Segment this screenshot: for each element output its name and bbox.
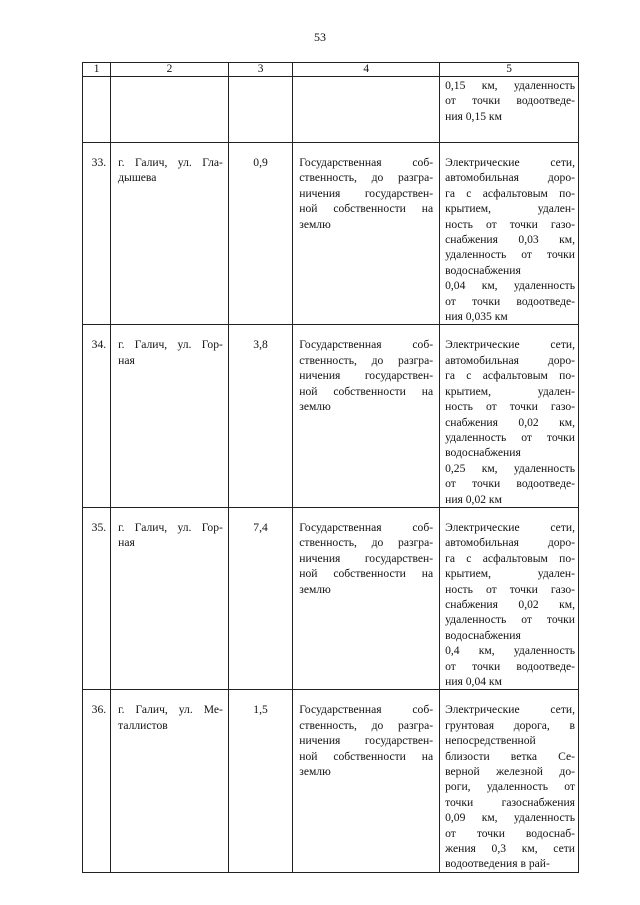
cell-text-line: ничения государствен- <box>299 551 434 565</box>
cell-text-line: водоснабжения <box>445 628 521 642</box>
cell-text-line: от точки водоотведе- <box>445 94 575 108</box>
cell-text-line: крытием, удален- <box>445 202 575 216</box>
cell-text-line: га с асфальтовым по- <box>445 369 575 383</box>
cell-area <box>228 77 292 143</box>
cell-text-line: верной железной до- <box>445 765 575 779</box>
cell-text-line: ничения государствен- <box>299 734 434 748</box>
cell-text-line: 0,09 км, удаленность <box>445 811 575 825</box>
cell-infrastructure <box>440 690 579 872</box>
cell-text-line: грунтовая дорога, в <box>445 718 575 732</box>
cell-area: 3,8 <box>228 325 292 507</box>
cell-text-line: 0,15 км, удаленность <box>445 79 575 92</box>
cell-text-line: 0,25 км, удаленность <box>445 461 575 475</box>
cell-text-line: водоотведения в рай- <box>445 857 550 871</box>
cell-text-line: ственность, до разгра- <box>299 353 434 367</box>
cell-text-line: г. Галич, ул. Гла- <box>118 156 223 169</box>
cell-infrastructure <box>440 143 579 325</box>
cell-text-line: Государственная соб- <box>299 520 434 534</box>
cell-text-line: непосредственной <box>445 734 536 748</box>
cell-text-line: землю <box>299 582 331 596</box>
cell-text-line: ность от точки газо- <box>445 582 575 596</box>
cell-text-line: водоснабжения <box>445 263 521 277</box>
cell-text-line: снабжения 0,02 км, <box>445 597 575 611</box>
cell-text-line: ной собственности на <box>299 384 434 398</box>
cell-text-line: землю <box>299 400 331 414</box>
header-col-4: 4 <box>293 63 440 77</box>
cell-address <box>111 325 229 507</box>
cell-infrastructure <box>440 325 579 507</box>
cell-text-line: ния 0,035 км <box>445 310 508 324</box>
cell-area: 1,5 <box>228 690 292 872</box>
cell-text-line: автомобильная доро- <box>445 353 575 367</box>
cell-owner <box>293 143 440 325</box>
cell-text-line: роги, удаленность от <box>445 780 575 794</box>
cell-owner <box>293 690 440 872</box>
cell-text-line: га с асфальтовым по- <box>445 551 575 565</box>
cell-owner <box>293 507 440 689</box>
cell-text-line: землю <box>299 765 331 779</box>
cell-num: 34. <box>83 325 111 507</box>
cell-text-line: крытием, удален- <box>445 567 575 581</box>
header-col-2: 2 <box>111 63 229 77</box>
cell-text-line: от точки водоотведе- <box>445 294 575 308</box>
cell-text-line: автомобильная доро- <box>445 171 575 185</box>
cell-text-line: точки газоснабжения <box>445 795 575 809</box>
cell-text-line: ной собственности на <box>299 202 434 216</box>
cell-text-line: дышева <box>118 171 157 185</box>
cell-text-line: ственность, до разгра- <box>299 171 434 185</box>
table-row <box>83 143 579 325</box>
cell-text-line: от точки водоотведе- <box>445 659 575 673</box>
cell-infrastructure <box>440 507 579 689</box>
cell-text-line: ной собственности на <box>299 749 434 763</box>
cell-text-line: ственность, до разгра- <box>299 718 434 732</box>
cell-text-line: от точки водоотведе- <box>445 477 575 491</box>
cell-text-line: ной собственности на <box>299 567 434 581</box>
cell-infrastructure <box>440 77 579 143</box>
table-row <box>83 507 579 689</box>
cell-owner <box>293 325 440 507</box>
land-plots-table <box>82 62 579 873</box>
cell-text-line: удаленность от точки <box>445 248 575 262</box>
cell-text-line: водоснабжения <box>445 446 521 460</box>
continuation-row <box>83 77 579 143</box>
cell-owner <box>293 77 440 143</box>
cell-text-line: жения 0,3 км, сети <box>445 842 575 856</box>
cell-text-line: Электрические сети, <box>445 156 575 169</box>
cell-text-line: Государственная соб- <box>299 156 434 169</box>
cell-text-line: ния 0,15 км <box>445 109 502 123</box>
header-col-5: 5 <box>440 63 579 77</box>
cell-area: 7,4 <box>228 507 292 689</box>
cell-address <box>111 507 229 689</box>
cell-text-line: удаленность от точки <box>445 613 575 627</box>
cell-text-line: близости ветка Се- <box>445 749 575 763</box>
cell-text-line: Электрические сети, <box>445 338 575 352</box>
cell-text-line: ная <box>118 353 135 367</box>
cell-text-line: таллистов <box>118 718 168 732</box>
header-col-3: 3 <box>228 63 292 77</box>
cell-text-line: г. Галич, ул. Гор- <box>118 520 223 534</box>
cell-text-line: 0,04 км, удаленность <box>445 279 575 293</box>
cell-text-line: удаленность от точки <box>445 430 575 444</box>
cell-num: 36. <box>83 690 111 872</box>
header-col-1: 1 <box>83 63 111 77</box>
cell-text-line: ничения государствен- <box>299 369 434 383</box>
cell-address <box>111 77 229 143</box>
cell-text-line: Электрические сети, <box>445 703 575 717</box>
cell-num: 33. <box>83 143 111 325</box>
cell-text-line: ния 0,04 км <box>445 675 502 688</box>
cell-text-line: г. Галич, ул. Ме- <box>118 703 223 717</box>
cell-text-line: крытием, удален- <box>445 384 575 398</box>
cell-area: 0,9 <box>228 143 292 325</box>
page-number: 53 <box>314 30 326 44</box>
table-header-row <box>83 63 579 77</box>
table-row <box>83 690 579 872</box>
cell-num <box>83 77 111 143</box>
cell-text-line: от точки водоснаб- <box>445 826 575 840</box>
cell-text-line: 0,4 км, удаленность <box>445 644 575 658</box>
cell-num: 35. <box>83 507 111 689</box>
cell-text-line: Электрические сети, <box>445 520 575 534</box>
cell-address <box>111 143 229 325</box>
cell-text-line: Государственная соб- <box>299 703 434 717</box>
cell-text-line: ная <box>118 536 135 550</box>
cell-text-line: ность от точки газо- <box>445 400 575 414</box>
table-row <box>83 325 579 507</box>
cell-text-line: ность от точки газо- <box>445 217 575 231</box>
cell-address <box>111 690 229 872</box>
cell-text-line: автомобильная доро- <box>445 536 575 550</box>
cell-text-line: Государственная соб- <box>299 338 434 352</box>
cell-text-line: г. Галич, ул. Гор- <box>118 338 223 352</box>
cell-text-line: ния 0,02 км <box>445 492 502 506</box>
cell-text-line: ственность, до разгра- <box>299 536 434 550</box>
cell-text-line: снабжения 0,02 км, <box>445 415 575 429</box>
cell-text-line: снабжения 0,03 км, <box>445 233 575 247</box>
cell-text-line: ничения государствен- <box>299 186 434 200</box>
cell-text-line: землю <box>299 217 331 231</box>
cell-text-line: га с асфальтовым по- <box>445 186 575 200</box>
